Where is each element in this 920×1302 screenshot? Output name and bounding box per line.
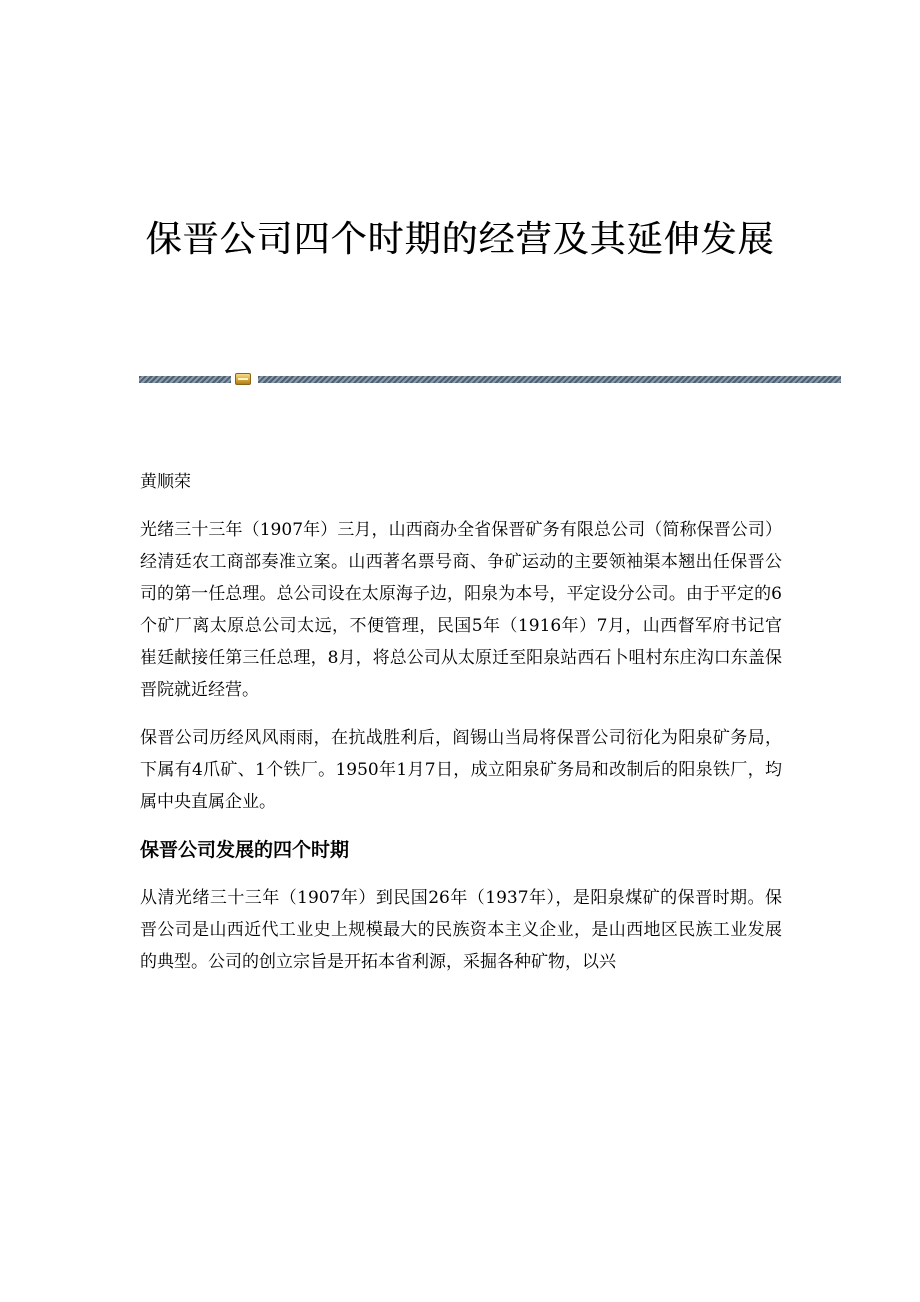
divider-bar-right — [258, 376, 841, 383]
section-paragraph: 从清光绪三十三年（1907年）到民国26年（1937年），是阳泉煤矿的保晋时期。保晋公司是山西近代工业史上规模最大的民族资本主义企业，是山西地区民族工业发展的典型。公司的创立宗旨是开拓本省利源，采掘各种矿物，以兴 — [140, 888, 782, 972]
document-body — [140, 466, 782, 994]
paragraph-1: 光绪三十三年（1907年）三月，山西商办全省保晋矿务有限总公司（简称保晋公司）经清廷农工商部奏准立案。山西著名票号商、争矿运动的主要领袖渠本翘出任保晋公司的第一任总理。总公司设在太原海子边，阳泉为本号，平定设分公司。由于平定的6个矿厂离太原总公司太远，不便管理，民国5年（1916年）7月，山西督军府书记官崔廷献接任第三任总理，8月，将总公司从太原迁至阳泉站西石卜咀村东庄沟口东盖保晋院就近经营。 — [140, 520, 782, 700]
author-name: 黄顺荣 — [140, 472, 191, 492]
document-title: 保晋公司四个时期的经营及其延伸发展 — [145, 219, 775, 260]
divider-ornament-icon — [235, 373, 251, 385]
divider-bar-left — [139, 376, 231, 383]
paragraph-2: 保晋公司历经风风雨雨，在抗战胜利后，阎锡山当局将保晋公司衍化为阳泉矿务局，下属有4爪矿、1个铁厂。1950年1月7日，成立阳泉矿务局和改制后的阳泉铁厂，均属中央直属企业。 — [140, 728, 782, 812]
section-heading: 保晋公司发展的四个时期 — [140, 839, 350, 861]
title-divider — [139, 372, 841, 386]
